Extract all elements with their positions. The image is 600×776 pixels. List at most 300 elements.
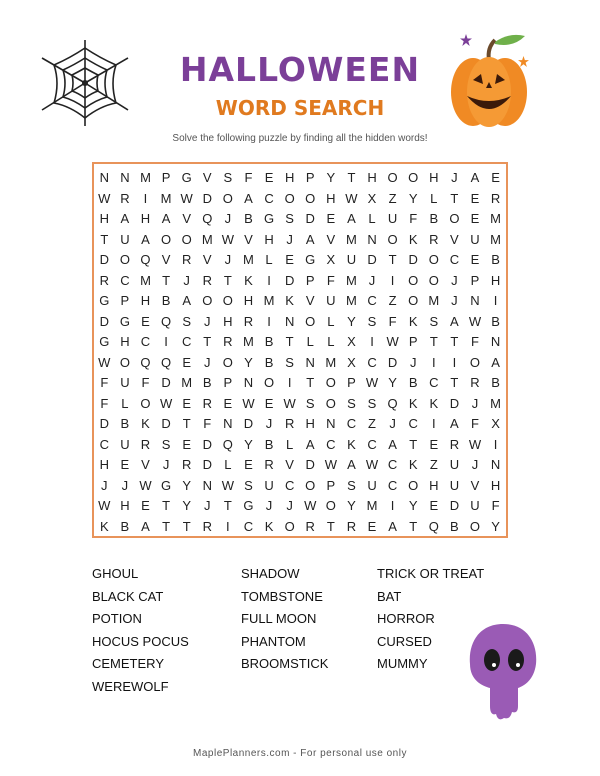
word-item: BROOMSTICK bbox=[241, 656, 329, 672]
grid-letter: G bbox=[305, 252, 316, 267]
grid-letter: R bbox=[99, 272, 109, 288]
grid-letter: C bbox=[243, 518, 254, 534]
grid-letter: O bbox=[428, 252, 439, 267]
grid-letter: H bbox=[99, 457, 109, 472]
grid-letter: M bbox=[346, 231, 357, 247]
letter-grid bbox=[94, 168, 506, 537]
grid-letter: Y bbox=[244, 354, 253, 370]
grid-letter: U bbox=[120, 436, 130, 452]
grid-letter: T bbox=[450, 375, 459, 390]
grid-letter: P bbox=[223, 375, 233, 390]
word-column bbox=[92, 563, 189, 699]
grid-letter: V bbox=[202, 170, 212, 185]
grid-letter: S bbox=[182, 313, 191, 329]
grid-letter: D bbox=[284, 272, 295, 288]
grid-letter: H bbox=[490, 477, 501, 493]
grid-letter: V bbox=[182, 211, 191, 226]
grid-letter: K bbox=[99, 518, 109, 534]
grid-letter: O bbox=[469, 518, 481, 534]
word-item: HORROR bbox=[377, 611, 435, 627]
grid-letter: C bbox=[367, 354, 377, 370]
grid-letter: Z bbox=[429, 457, 438, 472]
grid-letter: A bbox=[161, 211, 171, 226]
grid-row bbox=[94, 373, 506, 394]
grid-letter: E bbox=[429, 498, 439, 513]
word-item: MUMMY bbox=[377, 656, 428, 672]
grid-letter: D bbox=[202, 457, 212, 472]
grid-letter: A bbox=[120, 211, 130, 226]
grid-letter: W bbox=[283, 395, 296, 411]
grid-letter: D bbox=[449, 395, 460, 411]
grid-letter: R bbox=[346, 518, 357, 534]
grid-letter: R bbox=[181, 252, 192, 267]
grid-letter: D bbox=[305, 457, 315, 472]
grid-letter: O bbox=[305, 477, 316, 493]
grid-letter: R bbox=[223, 334, 233, 349]
grid-letter: X bbox=[326, 252, 336, 267]
grid-letter: F bbox=[203, 416, 212, 431]
grid-letter: D bbox=[99, 416, 109, 431]
grid-letter: U bbox=[449, 457, 460, 472]
grid-letter: Y bbox=[347, 498, 356, 513]
grid-letter: Q bbox=[387, 395, 398, 411]
grid-letter: J bbox=[121, 477, 129, 493]
grid-letter: T bbox=[223, 272, 232, 288]
grid-letter: P bbox=[408, 334, 418, 349]
grid-letter: B bbox=[491, 375, 500, 390]
grid-letter: J bbox=[286, 498, 293, 513]
grid-row bbox=[94, 394, 506, 415]
grid-letter: M bbox=[140, 272, 151, 288]
grid-letter: B bbox=[491, 252, 500, 267]
grid-letter: B bbox=[491, 313, 500, 329]
grid-letter: J bbox=[204, 498, 211, 513]
grid-letter: B bbox=[264, 354, 274, 370]
grid-row bbox=[94, 496, 506, 517]
grid-letter: H bbox=[490, 272, 501, 288]
grid-letter: A bbox=[450, 416, 459, 431]
grid-letter: M bbox=[428, 293, 440, 308]
grid-letter: K bbox=[244, 272, 253, 288]
grid-letter: J bbox=[224, 211, 232, 226]
grid-letter: F bbox=[100, 375, 109, 390]
grid-letter: K bbox=[347, 436, 356, 452]
grid-letter: D bbox=[161, 375, 171, 390]
grid-letter: R bbox=[202, 395, 212, 411]
grid-letter: V bbox=[450, 231, 459, 247]
grid-letter: Y bbox=[347, 313, 356, 329]
grid-letter: T bbox=[162, 518, 171, 534]
grid-letter: Q bbox=[202, 211, 213, 226]
grid-letter: S bbox=[429, 313, 439, 329]
grid-letter: P bbox=[326, 477, 336, 493]
grid-letter: M bbox=[325, 354, 337, 370]
grid-letter: Y bbox=[491, 518, 500, 534]
grid-letter: E bbox=[264, 170, 274, 185]
grid-letter: H bbox=[223, 313, 233, 329]
grid-letter: D bbox=[408, 252, 418, 267]
grid-letter: Q bbox=[140, 354, 151, 370]
grid-letter: M bbox=[490, 231, 501, 247]
grid-letter: K bbox=[408, 457, 418, 472]
grid-letter: P bbox=[120, 293, 130, 308]
grid-letter: P bbox=[305, 170, 315, 185]
grid-letter: W bbox=[468, 436, 482, 452]
grid-letter: B bbox=[264, 436, 274, 452]
grid-letter: W bbox=[365, 457, 379, 472]
grid-letter: K bbox=[408, 395, 418, 411]
grid-letter: O bbox=[119, 252, 130, 267]
grid-letter: A bbox=[305, 436, 315, 452]
grid-letter: R bbox=[284, 416, 295, 431]
grid-letter: I bbox=[452, 354, 457, 370]
grid-letter: T bbox=[450, 334, 459, 349]
word-item: POTION bbox=[92, 611, 142, 627]
grid-letter: E bbox=[285, 252, 294, 267]
grid-row bbox=[94, 435, 506, 456]
word-item: CURSED bbox=[377, 633, 432, 649]
grid-letter: R bbox=[181, 457, 192, 472]
grid-letter: D bbox=[161, 416, 171, 431]
grid-letter: E bbox=[429, 436, 439, 452]
grid-letter: G bbox=[181, 170, 192, 185]
grid-letter: I bbox=[370, 334, 374, 349]
grid-letter: E bbox=[491, 170, 500, 185]
grid-letter: B bbox=[120, 518, 130, 534]
grid-letter: C bbox=[99, 436, 109, 452]
grid-letter: I bbox=[287, 375, 292, 390]
page-title: HALLOWEEN bbox=[179, 50, 421, 89]
grid-letter: K bbox=[408, 313, 418, 329]
grid-letter: T bbox=[182, 518, 191, 534]
grid-letter: X bbox=[491, 416, 500, 431]
grid-letter: J bbox=[265, 498, 273, 513]
grid-letter: V bbox=[141, 457, 150, 472]
grid-letter: M bbox=[346, 272, 357, 288]
grid-letter: U bbox=[120, 375, 130, 390]
grid-letter: C bbox=[120, 272, 130, 288]
grid-letter: B bbox=[244, 211, 253, 226]
grid-letter: Q bbox=[161, 354, 172, 370]
grid-letter: W bbox=[98, 354, 111, 370]
grid-letter: H bbox=[305, 416, 315, 431]
grid-letter: H bbox=[367, 170, 377, 185]
grid-letter: W bbox=[324, 457, 337, 472]
grid-letter: Q bbox=[428, 518, 439, 534]
grid-letter: W bbox=[221, 231, 234, 247]
grid-letter: I bbox=[143, 190, 148, 206]
grid-row bbox=[94, 455, 506, 476]
grid-letter: J bbox=[451, 272, 458, 288]
grid-letter: C bbox=[284, 477, 295, 493]
grid-letter: K bbox=[264, 518, 274, 534]
grid-letter: O bbox=[408, 477, 419, 493]
grid-letter: R bbox=[305, 518, 315, 534]
grid-letter: I bbox=[390, 272, 395, 288]
grid-letter: O bbox=[222, 293, 233, 308]
grid-letter: N bbox=[470, 293, 480, 308]
grid-letter: S bbox=[367, 313, 377, 329]
grid-letter: G bbox=[99, 293, 110, 308]
grid-letter: P bbox=[161, 170, 171, 185]
grid-letter: K bbox=[285, 293, 294, 308]
grid-letter: T bbox=[347, 170, 356, 185]
grid-letter: O bbox=[202, 293, 213, 308]
grid-letter: I bbox=[431, 416, 436, 431]
grid-letter: U bbox=[346, 252, 357, 267]
grid-letter: F bbox=[141, 375, 150, 390]
word-item: HOCUS POCUS bbox=[92, 633, 189, 649]
grid-letter: O bbox=[325, 395, 336, 411]
grid-letter: R bbox=[490, 190, 501, 206]
grid-letter: B bbox=[450, 518, 459, 534]
grid-letter: M bbox=[490, 211, 501, 226]
grid-letter: U bbox=[120, 231, 130, 247]
grid-letter: C bbox=[346, 416, 357, 431]
grid-letter: F bbox=[100, 395, 109, 411]
grid-letter: A bbox=[388, 518, 397, 534]
grid-letter: O bbox=[428, 272, 439, 288]
grid-letter: C bbox=[429, 375, 439, 390]
grid-letter: L bbox=[224, 457, 232, 472]
grid-letter: N bbox=[490, 334, 501, 349]
grid-letter: J bbox=[286, 231, 293, 247]
word-item: PHANTOM bbox=[241, 633, 306, 649]
grid-letter: J bbox=[162, 457, 170, 472]
grid-letter: E bbox=[470, 190, 480, 206]
grid-letter: L bbox=[327, 313, 335, 329]
grid-letter: L bbox=[121, 395, 129, 411]
grid-row bbox=[94, 230, 506, 251]
grid-letter: M bbox=[140, 170, 151, 185]
grid-letter: P bbox=[347, 375, 356, 390]
grid-letter: M bbox=[181, 375, 193, 390]
grid-letter: I bbox=[164, 334, 168, 349]
grid-letter: T bbox=[409, 518, 418, 534]
grid-letter: C bbox=[367, 436, 377, 452]
grid-letter: E bbox=[182, 354, 191, 370]
grid-letter: N bbox=[202, 477, 212, 493]
word-item: TRICK OR TREAT bbox=[377, 566, 485, 581]
grid-letter: X bbox=[347, 354, 356, 370]
grid-letter: E bbox=[470, 252, 480, 267]
grid-letter: W bbox=[98, 190, 111, 206]
grid-letter: T bbox=[429, 334, 438, 349]
grid-letter: C bbox=[449, 252, 460, 267]
grid-letter: T bbox=[223, 498, 232, 513]
grid-letter: H bbox=[284, 170, 295, 185]
grid-letter: W bbox=[221, 477, 234, 493]
grid-letter: S bbox=[347, 395, 356, 411]
grid-letter: H bbox=[120, 334, 130, 349]
grid-letter: A bbox=[347, 457, 356, 472]
grid-letter: A bbox=[305, 231, 315, 247]
grid-letter: J bbox=[389, 416, 396, 431]
grid-letter: I bbox=[226, 518, 230, 534]
grid-letter: S bbox=[347, 477, 356, 493]
grid-letter: D bbox=[99, 252, 109, 267]
grid-letter: O bbox=[325, 375, 336, 390]
grid-letter: E bbox=[264, 395, 274, 411]
grid-letter: D bbox=[387, 354, 398, 370]
grid-letter: R bbox=[202, 518, 212, 534]
grid-letter: O bbox=[140, 395, 151, 411]
grid-letter: C bbox=[326, 436, 336, 452]
grid-letter: H bbox=[429, 477, 439, 493]
grid-letter: J bbox=[471, 395, 479, 411]
grid-letter: E bbox=[182, 436, 191, 452]
grid-letter: W bbox=[98, 498, 111, 513]
grid-letter: S bbox=[244, 477, 253, 493]
grid-letter: D bbox=[243, 416, 254, 431]
grid-letter: S bbox=[161, 436, 171, 452]
grid-letter: O bbox=[305, 190, 316, 206]
grid-letter: C bbox=[408, 416, 418, 431]
grid-letter: Y bbox=[182, 477, 191, 493]
grid-letter: C bbox=[367, 293, 377, 308]
grid-row bbox=[94, 209, 506, 230]
grid-letter: A bbox=[347, 211, 356, 226]
grid-letter: T bbox=[100, 231, 109, 247]
grid-letter: H bbox=[140, 211, 151, 226]
grid-letter: H bbox=[264, 231, 274, 247]
grid-letter: R bbox=[243, 313, 254, 329]
ghost-icon bbox=[466, 622, 540, 724]
grid-row bbox=[94, 312, 506, 333]
grid-letter: O bbox=[449, 211, 460, 226]
grid-letter: J bbox=[204, 313, 211, 329]
grid-letter: W bbox=[304, 498, 317, 513]
word-item: FULL MOON bbox=[241, 611, 317, 627]
grid-letter: F bbox=[471, 416, 479, 431]
grid-row bbox=[94, 332, 506, 353]
grid-letter: N bbox=[223, 416, 233, 431]
grid-letter: L bbox=[327, 334, 335, 349]
grid-letter: Z bbox=[388, 293, 397, 308]
grid-letter: I bbox=[431, 354, 436, 370]
grid-letter: T bbox=[203, 334, 212, 349]
grid-letter: H bbox=[429, 170, 439, 185]
grid-letter: H bbox=[326, 190, 336, 206]
grid-letter: L bbox=[265, 252, 273, 267]
grid-row bbox=[94, 271, 506, 292]
grid-letter: J bbox=[368, 272, 376, 288]
grid-row bbox=[94, 291, 506, 312]
grid-letter: U bbox=[470, 498, 480, 513]
grid-letter: S bbox=[305, 395, 315, 411]
grid-letter: W bbox=[365, 375, 379, 390]
grid-letter: V bbox=[470, 477, 480, 493]
grid-letter: A bbox=[244, 190, 253, 206]
grid-row bbox=[94, 250, 506, 271]
grid-letter: V bbox=[285, 457, 294, 472]
grid-letter: R bbox=[449, 436, 460, 452]
grid-letter: J bbox=[471, 457, 479, 472]
grid-letter: F bbox=[409, 211, 418, 226]
grid-letter: S bbox=[367, 395, 377, 411]
grid-letter: O bbox=[408, 170, 419, 185]
grid-letter: L bbox=[430, 190, 438, 206]
grid-letter: K bbox=[429, 395, 439, 411]
grid-letter: W bbox=[180, 190, 193, 206]
grid-letter: T bbox=[450, 190, 459, 206]
grid-letter: L bbox=[286, 436, 294, 452]
grid-letter: V bbox=[305, 293, 315, 308]
grid-row bbox=[94, 414, 506, 435]
grid-letter: J bbox=[183, 272, 190, 288]
grid-letter: J bbox=[451, 293, 458, 308]
grid-letter: T bbox=[182, 416, 191, 431]
grid-letter: O bbox=[161, 231, 172, 247]
grid-letter: H bbox=[99, 211, 109, 226]
grid-letter: S bbox=[285, 354, 294, 370]
grid-letter: M bbox=[243, 334, 254, 349]
grid-letter: T bbox=[388, 252, 397, 267]
grid-row bbox=[94, 517, 506, 538]
grid-letter: W bbox=[242, 395, 255, 411]
grid-letter: S bbox=[223, 170, 233, 185]
grid-letter: J bbox=[451, 170, 458, 185]
grid-letter: Y bbox=[408, 498, 418, 513]
grid-letter: Q bbox=[222, 436, 233, 452]
grid-letter: O bbox=[469, 354, 481, 370]
grid-letter: X bbox=[367, 190, 377, 206]
grid-letter: E bbox=[367, 518, 377, 534]
grid-letter: K bbox=[141, 416, 150, 431]
page-subtitle: WORD SEARCH bbox=[215, 96, 385, 120]
grid-letter: H bbox=[140, 293, 151, 308]
word-item: SHADOW bbox=[241, 566, 300, 581]
grid-letter: U bbox=[449, 477, 460, 493]
word-item: BAT bbox=[377, 588, 402, 604]
grid-letter: M bbox=[346, 293, 357, 308]
grid-letter: D bbox=[99, 313, 109, 329]
grid-letter: J bbox=[409, 354, 417, 370]
word-item: TOMBSTONE bbox=[241, 588, 323, 604]
grid-letter: O bbox=[387, 170, 398, 185]
grid-letter: Y bbox=[326, 170, 336, 185]
grid-letter: T bbox=[162, 498, 171, 513]
grid-letter: O bbox=[222, 354, 233, 370]
grid-letter: C bbox=[264, 190, 274, 206]
grid-letter: M bbox=[201, 231, 213, 247]
star-icon bbox=[460, 34, 472, 46]
grid-letter: N bbox=[326, 416, 336, 431]
word-column bbox=[241, 563, 328, 676]
grid-letter: N bbox=[490, 457, 501, 472]
grid-letter: O bbox=[387, 231, 398, 247]
grid-letter: W bbox=[468, 313, 482, 329]
grid-letter: G bbox=[119, 313, 130, 329]
grid-letter: U bbox=[470, 231, 480, 247]
instructions-text: Solve the following puzzle by finding all the hidden words! bbox=[172, 133, 428, 144]
grid-letter: O bbox=[284, 190, 295, 206]
grid-letter: P bbox=[305, 272, 315, 288]
grid-letter: A bbox=[182, 293, 191, 308]
grid-letter: I bbox=[390, 498, 395, 513]
grid-letter: Y bbox=[388, 375, 397, 390]
word-item: GHOUL bbox=[92, 566, 139, 581]
grid-letter: B bbox=[161, 293, 171, 308]
grid-letter: O bbox=[305, 313, 316, 329]
grid-letter: T bbox=[162, 272, 171, 288]
grid-letter: A bbox=[141, 231, 150, 247]
grid-letter: B bbox=[408, 375, 418, 390]
grid-letter: D bbox=[367, 252, 377, 267]
grid-letter: I bbox=[493, 436, 498, 452]
grid-letter: L bbox=[368, 211, 376, 226]
grid-letter: T bbox=[326, 518, 335, 534]
